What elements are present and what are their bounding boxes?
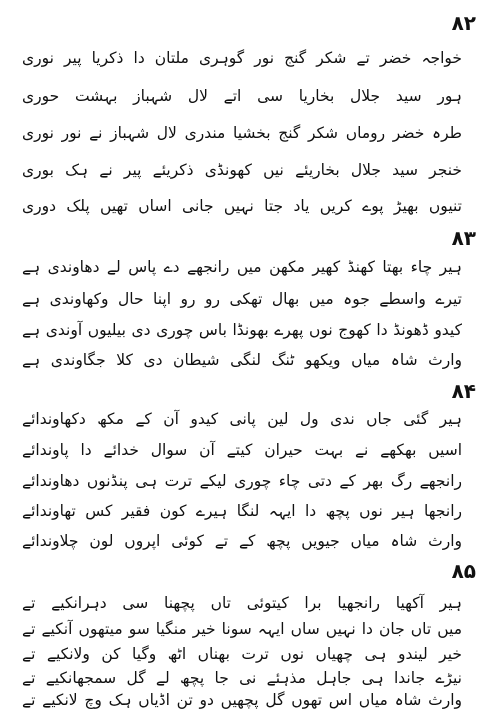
verse-line: رانجھے رگ بھر کے دتی چاء چوری لیکے ترت ہی پنڈنوں دھاوندائے (22, 472, 462, 490)
stanza-number: ۸۲ (451, 11, 476, 35)
verse-line: میں تاں جان دا نہیں ساں ایہہ سونا خیر منگیا سو میتھوں آنکیے تے (22, 620, 462, 638)
verse-line: رانجھا ہیر نوں پچھ دا ایہہ لنگا ہیرے کون فقیر کس تھاوندائے (22, 502, 462, 520)
verse-line: خواجہ خضر تے شکر گنج نور گوہری ملتان دا ذکریا پیر نوری (22, 49, 462, 67)
verse-line: ہور سید جلال بخاریا سی اتے لال شہباز بہشت حوری (22, 87, 462, 105)
stanza-number: ۸۳ (451, 226, 476, 250)
verse-line: اسیں بھکھے نے بہت حیران کیتے آن سوال خدائے دا پاوندائے (22, 441, 462, 459)
verse-line: تنیوں بھیڑ پوے کریں یاد جتا نہیں جانی اساں تھیں پلک دوری (22, 197, 462, 215)
verse-line: وارث شاہ میاں جیویں پچھ کے تے کوئی اپروں لون چلاوندائے (22, 532, 462, 550)
verse-line: وارث شاہ میاں اس تھوں گل پچھیں دو تن اڈیاں ہک وچ لانکیے تے (22, 691, 462, 709)
stanza-number: ۸۵ (451, 559, 476, 583)
verse-line: وارث شاہ میاں ویکھو ٹنگ لنگی شیطان دی کلا جگاوندی ہے (22, 351, 462, 369)
verse-line: ہیر آکھیا رانجھیا برا کیتوئی تاں پچھنا سی دہرانکیے تے (22, 594, 462, 612)
verse-line: ہیر چاء بھتا کھنڈ کھیر مکھن میں رانجھے دے پاس لے دھاوندی ہے (22, 258, 462, 276)
verse-line: خیر لیندو ہی چھیاں نوں ترت بھناں اٹھ وگیا کن ولانکیے تے (22, 645, 462, 663)
verse-line: تیرے واسطے جوہ میں بھال تھکی رو رو اپنا حال وکھاوندی ہے (22, 290, 462, 308)
verse-line: کیدو ڈھونڈ دا کھوج نوں پھرے بھونڈا باس چوری دی بیلیوں آوندی ہے (22, 321, 462, 339)
verse-line: طرہ خضر روماں شکر گنج بخشیا مندری لال شہباز نے نور نوری (22, 124, 462, 142)
stanza-number: ۸۴ (451, 379, 476, 403)
verse-line: نیڑے جاندا ہی جاہل مذہئے نی جا پچھ لے گل سمجھانکیے تے (22, 669, 462, 687)
verse-line: خنجر سید جلال بخاریئے نیں کھونڈی ذکریئے پیر نے ہک بوری (22, 161, 462, 179)
verse-line: ہیر گئی جاں ندی ول لین پانی کیدو آن کے مکھ دکھاوندائے (22, 410, 462, 428)
